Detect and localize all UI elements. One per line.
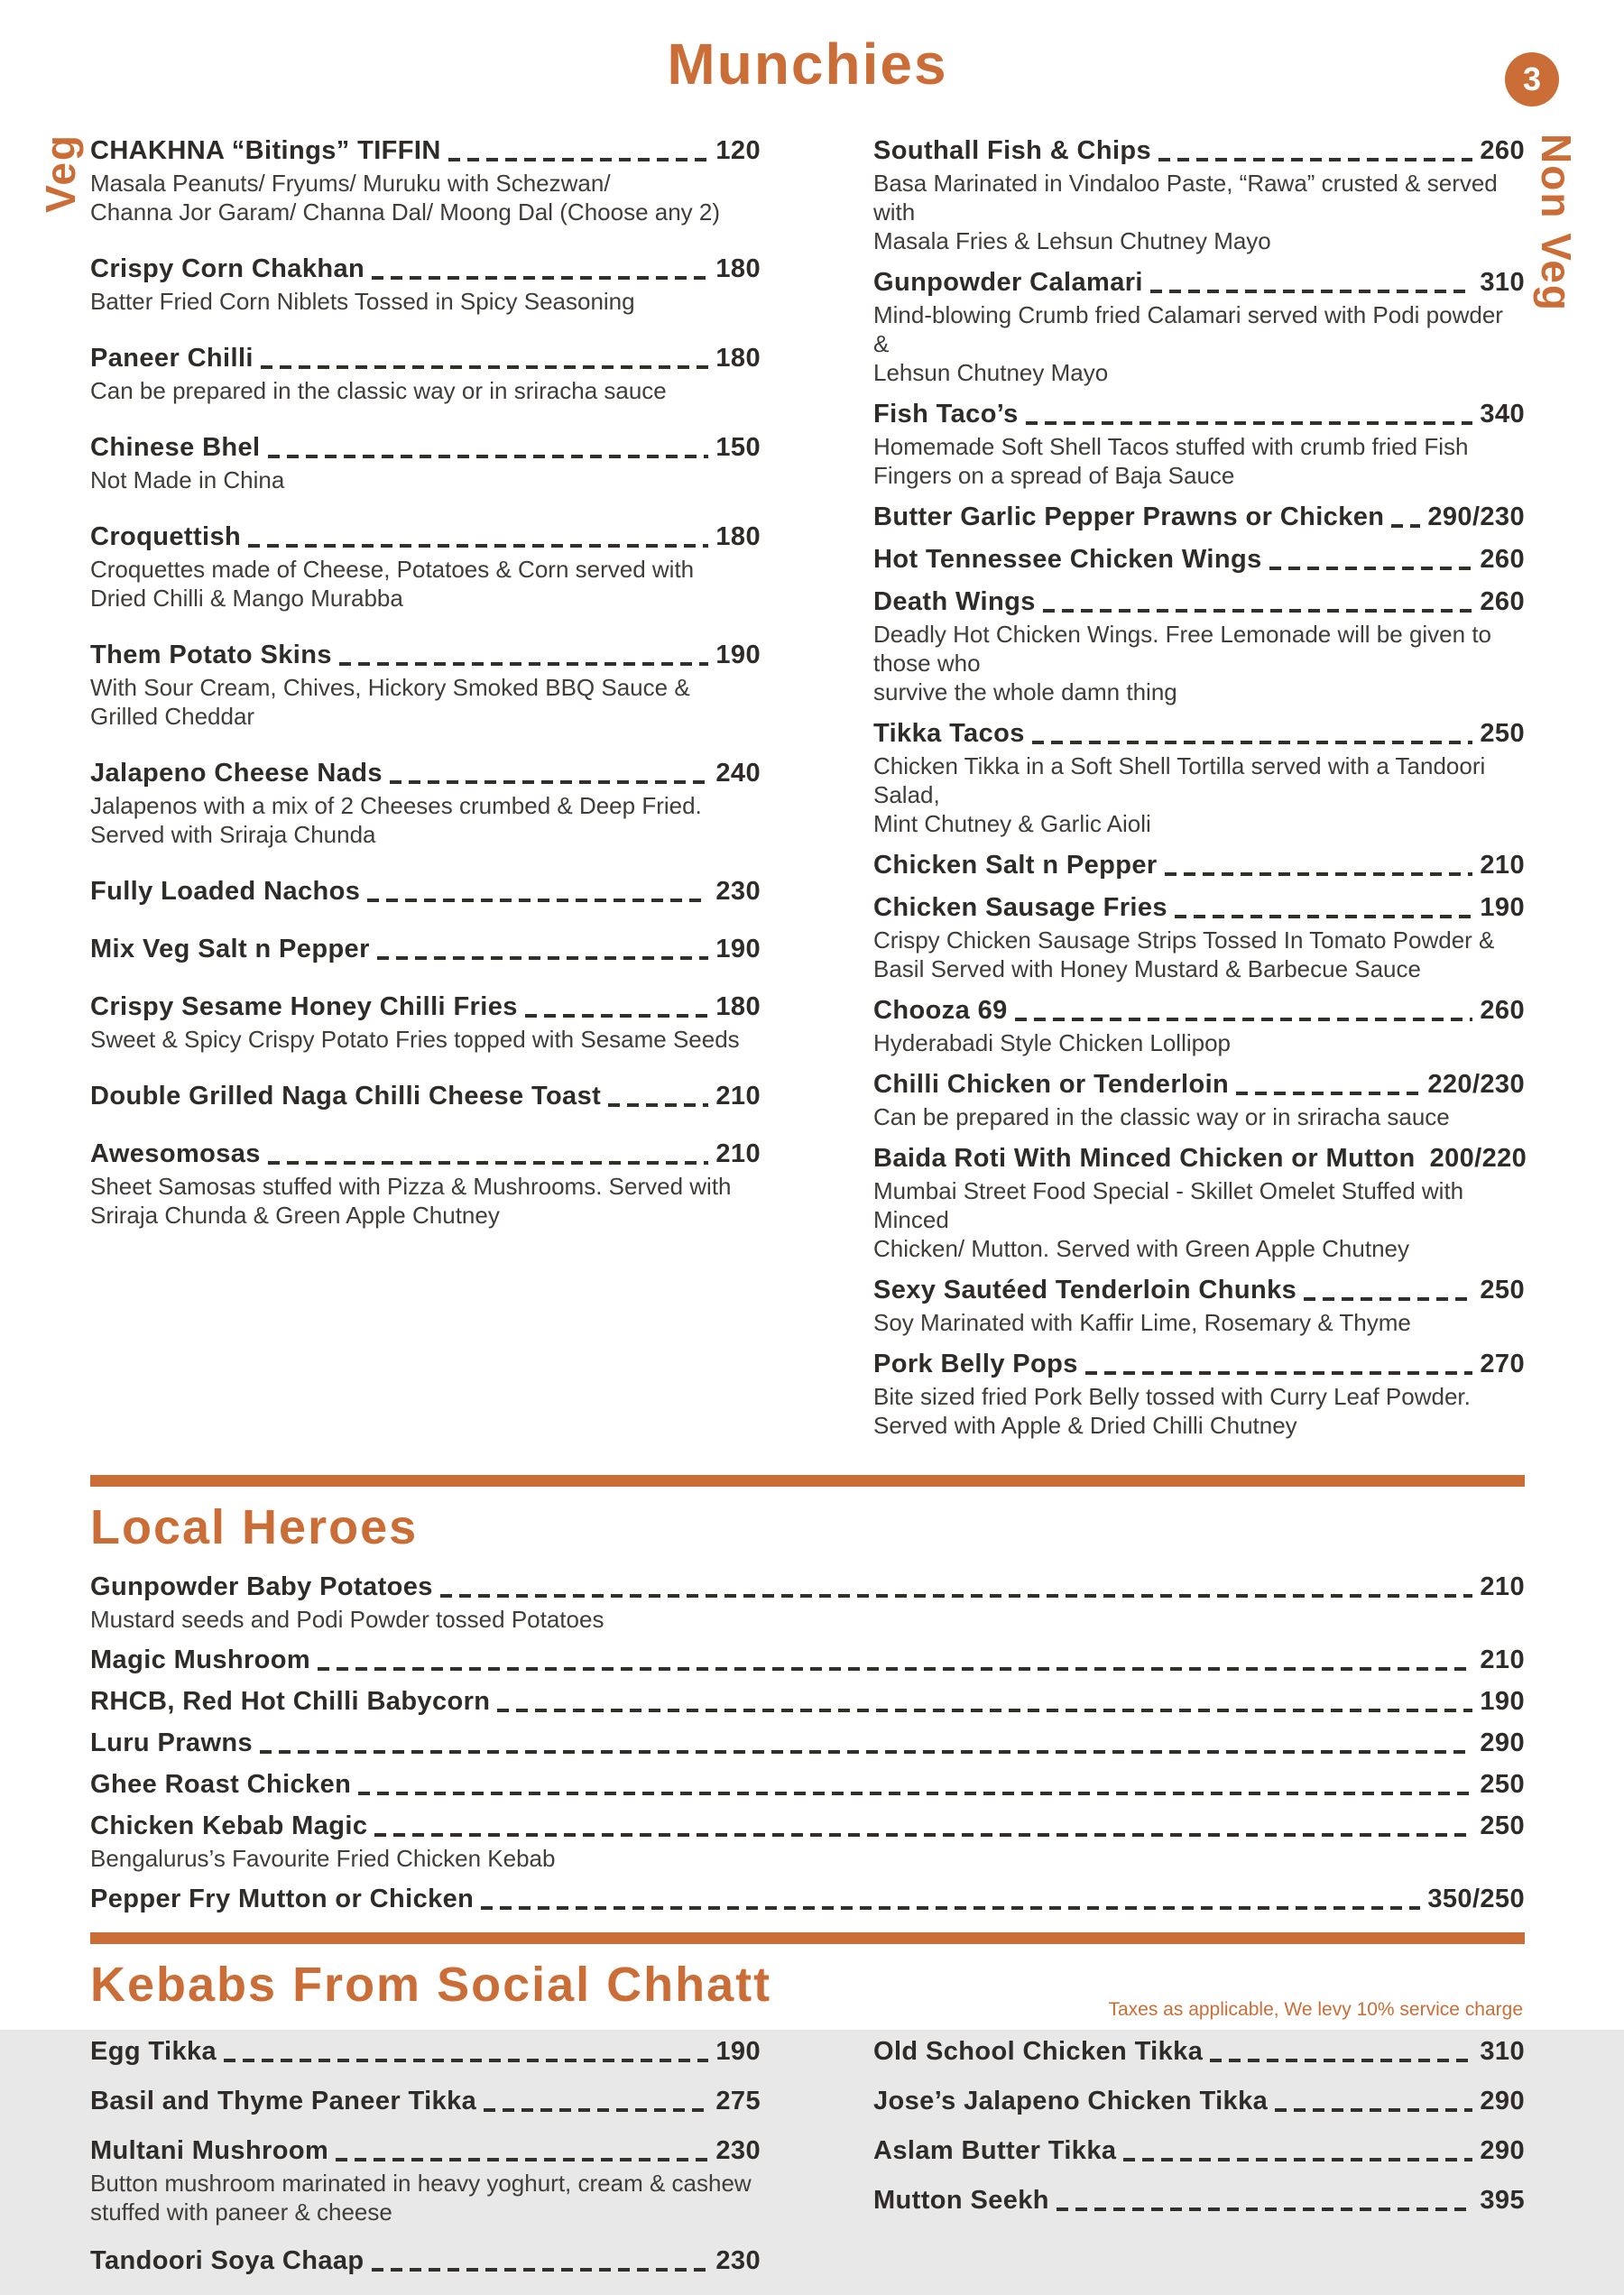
- item-price: 150: [715, 433, 761, 462]
- item-description-line: Can be prepared in the classic way or in sriracha sauce: [90, 377, 667, 404]
- menu-item: [90, 343, 761, 405]
- menu-item: [873, 2185, 1525, 2216]
- menu-item-row: [90, 758, 761, 788]
- menu-item-row: [873, 2036, 1525, 2067]
- section-divider: [90, 1475, 1525, 1487]
- menu-item-row: [90, 343, 761, 373]
- item-description: [873, 1028, 1525, 1057]
- dotted-leader: [260, 1750, 1472, 1754]
- item-description-line: Chicken/ Mutton. Served with Green Apple Chutney: [873, 1235, 1409, 1262]
- menu-item-row: [90, 876, 761, 907]
- menu-item-row: [873, 586, 1525, 617]
- item-name: Fish Taco’s: [873, 400, 1019, 429]
- dotted-leader: [224, 2059, 708, 2062]
- item-description-line: Sriraja Chunda & Green Apple Chutney: [90, 1202, 500, 1229]
- dotted-leader: [339, 662, 709, 666]
- item-description-line: survive the whole damn thing: [873, 678, 1177, 705]
- menu-item-row: [90, 1769, 1525, 1800]
- item-description: [90, 287, 761, 316]
- item-name: Basil and Thyme Paneer Tikka: [90, 2087, 477, 2115]
- item-description-line: Jalapenos with a mix of 2 Cheeses crumbed & Deep Fried.: [90, 792, 702, 819]
- menu-item-row: [873, 2086, 1525, 2116]
- item-name: Butter Garlic Pepper Prawns or Chicken: [873, 502, 1385, 531]
- menu-item: [90, 1811, 1525, 1873]
- menu-item: [873, 1069, 1525, 1131]
- item-price: 275: [715, 2087, 761, 2115]
- menu-item-row: [90, 934, 761, 964]
- item-name: Double Grilled Naga Chilli Cheese Toast: [90, 1082, 602, 1111]
- item-name: Hot Tennessee Chicken Wings: [873, 545, 1262, 574]
- item-name: Crispy Sesame Honey Chilli Fries: [90, 992, 518, 1021]
- dotted-leader: [318, 1667, 1472, 1671]
- menu-item: [873, 2135, 1525, 2166]
- item-name: RHCB, Red Hot Chilli Babycorn: [90, 1687, 491, 1716]
- item-name: Magic Mushroom: [90, 1645, 311, 1674]
- kebabs-right-column: [873, 2036, 1525, 2295]
- menu-item: [873, 586, 1525, 706]
- page-number-badge: [1505, 52, 1559, 106]
- menu-item-row: [873, 995, 1525, 1026]
- item-name: Jose’s Jalapeno Chicken Tikka: [873, 2087, 1269, 2115]
- item-name: Them Potato Skins: [90, 641, 332, 669]
- dotted-leader: [440, 1594, 1473, 1598]
- dotted-leader: [1158, 158, 1472, 161]
- item-description-line: Sweet & Spicy Crispy Potato Fries topped with Sesame Seeds: [90, 1026, 740, 1053]
- menu-item-row: [90, 1728, 1525, 1758]
- dotted-leader: [1150, 290, 1473, 293]
- menu-item-row: [90, 2245, 761, 2276]
- menu-item-row: [873, 1143, 1525, 1174]
- item-name: Old School Chicken Tikka: [873, 2037, 1204, 2066]
- dotted-leader: [1165, 872, 1473, 876]
- local-heroes-title: Local Heroes: [90, 1500, 419, 1554]
- dotted-leader: [497, 1709, 1472, 1712]
- item-price: 190: [1480, 893, 1525, 922]
- dotted-leader: [525, 1014, 709, 1018]
- dotted-leader: [481, 1906, 1420, 1910]
- item-name: Paneer Chilli: [90, 344, 254, 373]
- menu-item-row: [90, 253, 761, 284]
- menu-item: [873, 267, 1525, 387]
- dotted-leader: [608, 1103, 708, 1107]
- munchies-veg-column: [90, 135, 761, 1452]
- menu-item-row: [90, 1081, 761, 1111]
- item-description: [90, 1844, 1525, 1873]
- item-name: Fully Loaded Nachos: [90, 877, 361, 906]
- item-description: [90, 376, 761, 405]
- item-name: Pork Belly Pops: [873, 1350, 1078, 1378]
- menu-item: [90, 2036, 761, 2067]
- menu-item-row: [873, 1275, 1525, 1305]
- menu-item: [873, 892, 1525, 983]
- item-price: 260: [1480, 136, 1525, 165]
- dotted-leader: [1275, 2108, 1472, 2112]
- menu-item-row: [90, 1884, 1525, 1914]
- item-name: Chicken Kebab Magic: [90, 1811, 368, 1840]
- item-price: 395: [1480, 2186, 1525, 2215]
- menu-item: [873, 1143, 1525, 1263]
- menu-item-row: [873, 892, 1525, 923]
- item-description-line: Fingers on a spread of Baja Sauce: [873, 462, 1235, 489]
- item-description-line: Can be prepared in the classic way or in sriracha sauce: [873, 1103, 1450, 1130]
- menu-item-row: [90, 1571, 1525, 1602]
- item-name: Southall Fish & Chips: [873, 136, 1152, 165]
- menu-item: [90, 2086, 761, 2116]
- item-price: 220/230: [1427, 1070, 1525, 1099]
- menu-item-row: [873, 135, 1525, 166]
- menu-item-row: [873, 2185, 1525, 2216]
- dotted-leader: [1032, 741, 1473, 744]
- menu-item: [90, 991, 761, 1054]
- item-name: Chinese Bhel: [90, 433, 261, 462]
- item-description-line: Mint Chutney & Garlic Aioli: [873, 810, 1151, 837]
- item-price: 340: [1480, 400, 1525, 429]
- menu-item-row: [873, 2135, 1525, 2166]
- item-price: 210: [715, 1082, 761, 1111]
- item-price: 210: [1480, 851, 1525, 880]
- menu-item-row: [90, 2135, 761, 2166]
- item-description-line: Served with Apple & Dried Chilli Chutney: [873, 1412, 1297, 1439]
- menu-item-row: [873, 718, 1525, 749]
- item-price: 230: [715, 2246, 761, 2275]
- item-description-line: Crispy Chicken Sausage Strips Tossed In Tomato Powder &: [873, 926, 1495, 954]
- menu-item-row: [90, 521, 761, 552]
- dotted-leader: [1015, 1018, 1473, 1021]
- menu-item: [873, 850, 1525, 880]
- item-description-line: Masala Fries & Lehsun Chutney Mayo: [873, 227, 1271, 254]
- item-name: Mix Veg Salt n Pepper: [90, 935, 370, 963]
- item-description-line: Bite sized fried Pork Belly tossed with Curry Leaf Powder.: [873, 1383, 1471, 1410]
- item-name: Baida Roti With Minced Chicken or Mutton: [873, 1144, 1416, 1173]
- kebabs-title: Kebabs From Social Chhatt: [90, 1958, 772, 2012]
- menu-item: [90, 1645, 1525, 1675]
- item-name: Sexy Sautéed Tenderloin Chunks: [873, 1276, 1297, 1304]
- item-description-line: Deadly Hot Chicken Wings. Free Lemonade will be given to those who: [873, 621, 1492, 677]
- item-description-line: Sheet Samosas stuffed with Pizza & Mushrooms. Served with: [90, 1173, 732, 1200]
- menu-item-row: [873, 544, 1525, 575]
- item-description: [90, 1172, 761, 1230]
- item-description-line: Grilled Cheddar: [90, 703, 255, 730]
- item-price: 190: [715, 2037, 761, 2066]
- menu-item-row: [90, 2086, 761, 2116]
- item-description-line: Chicken Tikka in a Soft Shell Tortilla served with a Tandoori Salad,: [873, 752, 1486, 808]
- item-price: 270: [1480, 1350, 1525, 1378]
- item-name: Luru Prawns: [90, 1728, 254, 1757]
- item-description: [90, 465, 761, 494]
- dotted-leader: [1391, 524, 1420, 528]
- dotted-leader: [1175, 915, 1472, 918]
- menu-item: [873, 718, 1525, 838]
- item-description-line: Mustard seeds and Podi Powder tossed Potatoes: [90, 1606, 604, 1633]
- item-price: 290/230: [1427, 502, 1525, 531]
- item-description: [873, 169, 1525, 255]
- dotted-leader: [448, 158, 709, 161]
- menu-item-row: [90, 135, 761, 166]
- item-price: 120: [715, 136, 761, 165]
- menu-item-row: [90, 640, 761, 670]
- item-name: Tandoori Soya Chaap: [90, 2246, 364, 2275]
- dotted-leader: [268, 455, 709, 458]
- menu-item: [90, 1769, 1525, 1800]
- menu-item: [873, 2086, 1525, 2116]
- item-description: [90, 791, 761, 849]
- item-description-line: stuffed with paneer & cheese: [90, 2198, 392, 2226]
- menu-item-row: [90, 1645, 1525, 1675]
- dotted-leader: [1236, 1092, 1420, 1095]
- item-description-line: Dried Chilli & Mango Murabba: [90, 585, 403, 612]
- item-price: 240: [715, 759, 761, 788]
- menu-item: [90, 1728, 1525, 1758]
- item-description-line: Mumbai Street Food Special - Skillet Omelet Stuffed with Minced: [873, 1177, 1464, 1233]
- menu-item-row: [90, 1686, 1525, 1717]
- menu-item: [90, 2135, 761, 2226]
- item-description-line: Basa Marinated in Vindaloo Paste, “Rawa” crusted & served with: [873, 170, 1498, 226]
- item-description: [873, 1102, 1525, 1131]
- item-description-line: Lehsun Chutney Mayo: [873, 359, 1109, 386]
- kebabs-left-column: [90, 2036, 761, 2295]
- munchies-section: [90, 135, 1525, 1452]
- section-divider: [90, 1932, 1525, 1944]
- item-price: 250: [1480, 719, 1525, 748]
- menu-item: [90, 1081, 761, 1111]
- item-description-line: Button mushroom marinated in heavy yoghurt, cream & cashew: [90, 2170, 752, 2197]
- item-description-line: Masala Peanuts/ Fryums/ Muruku with Schezwan/: [90, 170, 611, 197]
- dotted-leader: [261, 365, 709, 369]
- item-description: [873, 1176, 1525, 1263]
- dotted-leader: [1085, 1371, 1473, 1375]
- item-name: Gunpowder Calamari: [873, 268, 1143, 297]
- dotted-leader: [372, 276, 708, 280]
- item-description: [90, 2169, 761, 2226]
- dotted-leader: [336, 2158, 708, 2161]
- item-price: 350/250: [1427, 1885, 1525, 1913]
- item-description-line: Batter Fried Corn Niblets Tossed in Spicy Seasoning: [90, 288, 635, 315]
- item-price: 210: [715, 1139, 761, 1168]
- item-name: Egg Tikka: [90, 2037, 217, 2066]
- menu-item-row: [90, 432, 761, 463]
- menu-item-row: [90, 1811, 1525, 1841]
- item-price: 180: [715, 992, 761, 1021]
- item-description: [90, 169, 761, 226]
- item-name: CHAKHNA “Bitings” TIFFIN: [90, 136, 441, 165]
- page-title: Munchies: [667, 32, 948, 97]
- item-description-line: Basil Served with Honey Mustard & Barbecue Sauce: [873, 955, 1421, 982]
- item-name: Death Wings: [873, 587, 1036, 616]
- item-description-line: Served with Sriraja Chunda: [90, 821, 376, 848]
- item-price: 250: [1480, 1811, 1525, 1840]
- item-description-line: Bengalurus’s Favourite Fried Chicken Kebab: [90, 1845, 556, 1872]
- item-description-line: Not Made in China: [90, 466, 285, 493]
- item-price: 190: [715, 641, 761, 669]
- item-description: [873, 751, 1525, 838]
- veg-rail-label: Veg: [37, 134, 84, 213]
- item-description-line: With Sour Cream, Chives, Hickory Smoked BBQ Sauce &: [90, 674, 690, 701]
- item-name: Awesomosas: [90, 1139, 261, 1168]
- item-description: [873, 432, 1525, 490]
- munchies-nonveg-column: [873, 135, 1525, 1452]
- item-name: Multani Mushroom: [90, 2136, 329, 2165]
- item-name: Gunpowder Baby Potatoes: [90, 1572, 433, 1601]
- menu-item-row: [90, 2036, 761, 2067]
- item-name: Crispy Corn Chakhan: [90, 254, 365, 283]
- item-price: 230: [715, 2136, 761, 2165]
- item-description-line: Homemade Soft Shell Tacos stuffed with crumb fried Fish: [873, 433, 1469, 460]
- footer-note: Taxes as applicable, We levy 10% service charge: [1108, 1999, 1523, 2020]
- item-price: 180: [715, 522, 761, 551]
- item-description-line: Hyderabadi Style Chicken Lollipop: [873, 1029, 1232, 1056]
- menu-item: [90, 1138, 761, 1230]
- menu-item: [873, 995, 1525, 1057]
- item-price: 310: [1480, 268, 1525, 297]
- kebabs-section: [90, 2036, 1525, 2295]
- item-price: 260: [1480, 587, 1525, 616]
- item-price: 250: [1480, 1276, 1525, 1304]
- item-description: [873, 300, 1525, 387]
- menu-item-row: [90, 991, 761, 1022]
- dotted-leader: [248, 544, 708, 548]
- item-description: [90, 1025, 761, 1054]
- item-price: 180: [715, 344, 761, 373]
- item-description: [90, 555, 761, 613]
- menu-item: [90, 135, 761, 226]
- item-name: Chicken Salt n Pepper: [873, 851, 1158, 880]
- item-price: 310: [1480, 2037, 1525, 2066]
- menu-item: [90, 432, 761, 494]
- item-name: Chicken Sausage Fries: [873, 893, 1167, 922]
- menu-item: [873, 2036, 1525, 2067]
- menu-item: [90, 253, 761, 316]
- menu-item-row: [873, 850, 1525, 880]
- item-description: [873, 926, 1525, 983]
- item-price: 190: [715, 935, 761, 963]
- dotted-leader: [1304, 1297, 1472, 1301]
- dotted-leader: [1057, 2207, 1472, 2211]
- dotted-leader: [372, 2268, 709, 2272]
- item-price: 190: [1480, 1687, 1525, 1716]
- menu-item: [873, 544, 1525, 575]
- item-price: 200/220: [1429, 1144, 1527, 1173]
- menu-item: [90, 1571, 1525, 1634]
- item-description-line: Soy Marinated with Kaffir Lime, Rosemary & Thyme: [873, 1309, 1411, 1336]
- item-description: [873, 620, 1525, 706]
- menu-item: [873, 135, 1525, 255]
- dotted-leader: [358, 1792, 1472, 1795]
- menu-item: [873, 502, 1525, 532]
- item-name: Chooza 69: [873, 996, 1008, 1025]
- item-name: Jalapeno Cheese Nads: [90, 759, 383, 788]
- item-name: Croquettish: [90, 522, 242, 551]
- dotted-leader: [374, 1833, 1472, 1837]
- menu-item: [90, 521, 761, 613]
- menu-item: [90, 758, 761, 849]
- dotted-leader: [377, 956, 709, 960]
- dotted-leader: [1043, 609, 1473, 613]
- menu-item-row: [873, 1349, 1525, 1379]
- item-price: 210: [1480, 1572, 1525, 1601]
- dotted-leader: [484, 2108, 708, 2112]
- item-price: 290: [1480, 2087, 1525, 2115]
- item-description: [873, 1382, 1525, 1440]
- menu-item: [90, 2245, 761, 2276]
- item-description-line: Mind-blowing Crumb fried Calamari served with Podi powder &: [873, 301, 1503, 357]
- item-price: 290: [1480, 2136, 1525, 2165]
- menu-item-row: [873, 399, 1525, 429]
- item-price: 180: [715, 254, 761, 283]
- item-description: [90, 673, 761, 731]
- item-name: Aslam Butter Tikka: [873, 2136, 1117, 2165]
- item-price: 260: [1480, 996, 1525, 1025]
- item-name: Tikka Tacos: [873, 719, 1025, 748]
- menu-item: [90, 1884, 1525, 1914]
- dotted-leader: [367, 899, 708, 902]
- item-name: Pepper Fry Mutton or Chicken: [90, 1885, 475, 1913]
- item-name: Mutton Seekh: [873, 2186, 1049, 2215]
- menu-item: [873, 399, 1525, 490]
- page-number: 3: [1522, 60, 1542, 97]
- menu-item-row: [873, 502, 1525, 532]
- item-price: 260: [1480, 545, 1525, 574]
- menu-item-row: [873, 1069, 1525, 1100]
- dotted-leader: [390, 780, 708, 784]
- local-heroes-section: [90, 1571, 1525, 1914]
- menu-item: [90, 640, 761, 731]
- item-description: [90, 1605, 1525, 1634]
- menu-item: [90, 934, 761, 964]
- menu-item: [873, 1275, 1525, 1337]
- menu-item-row: [90, 1138, 761, 1169]
- item-description: [873, 1308, 1525, 1337]
- item-price: 290: [1480, 1728, 1525, 1757]
- nonveg-rail-label: Non Veg: [1533, 134, 1580, 313]
- item-description-line: Channa Jor Garam/ Channa Dal/ Moong Dal (Choose any 2): [90, 198, 721, 226]
- dotted-leader: [1210, 2059, 1472, 2062]
- item-name: Chilli Chicken or Tenderloin: [873, 1070, 1230, 1099]
- menu-item: [90, 876, 761, 907]
- dotted-leader: [268, 1161, 709, 1165]
- item-price: 230: [715, 877, 761, 906]
- dotted-leader: [1123, 2158, 1472, 2161]
- item-price: 250: [1480, 1770, 1525, 1799]
- dotted-leader: [1269, 567, 1473, 570]
- dotted-leader: [1026, 421, 1473, 425]
- menu-item-row: [873, 267, 1525, 298]
- item-price: 210: [1480, 1645, 1525, 1674]
- item-name: Ghee Roast Chicken: [90, 1770, 352, 1799]
- menu-item: [873, 1349, 1525, 1440]
- menu-item: [90, 1686, 1525, 1717]
- item-description-line: Croquettes made of Cheese, Potatoes & Corn served with: [90, 556, 695, 583]
